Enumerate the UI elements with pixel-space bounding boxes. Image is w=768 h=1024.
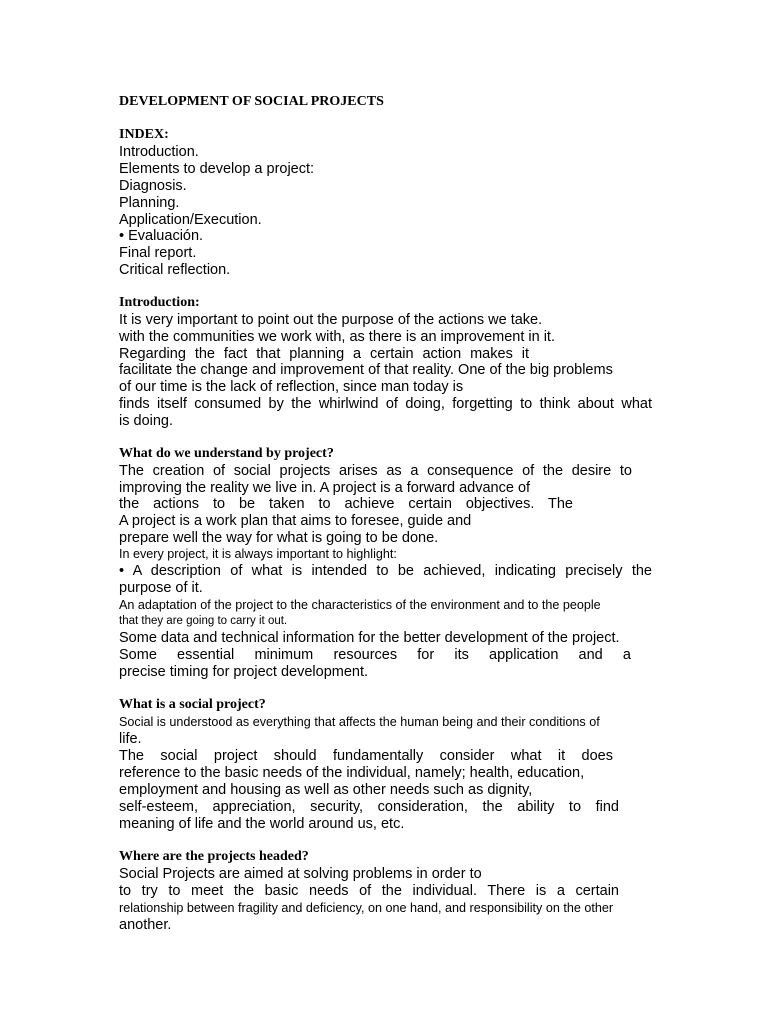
project-heading: What do we understand by project? <box>119 446 334 461</box>
paragraph-line: another. <box>119 917 172 933</box>
paragraph-line: The creation of social projects arises as a consequence of the desire to <box>119 463 632 479</box>
paragraph-line: meaning of life and the world around us, etc. <box>119 816 405 832</box>
paragraph-line: It is very important to point out the purpose of the actions we take. <box>119 312 543 328</box>
paragraph-line: to try to meet the basic needs of the individual. There is a certain <box>119 883 619 899</box>
paragraph-line: self-esteem, appreciation, security, consideration, the ability to find <box>119 799 619 815</box>
paragraph-line: Regarding the fact that planning a certain action makes it <box>119 346 529 362</box>
index-item: Final report. <box>119 245 197 261</box>
headed-heading: Where are the projects headed? <box>119 849 309 864</box>
paragraph-line: Some data and technical information for the better development of the project. <box>119 630 620 646</box>
paragraph-line: prepare well the way for what is going to be done. <box>119 530 439 546</box>
paragraph-line: employment and housing as well as other needs such as dignity, <box>119 782 533 798</box>
index-item: Diagnosis. <box>119 178 187 194</box>
paragraph-line: Social Projects are aimed at solving problems in order to <box>119 866 482 882</box>
index-item: Application/Execution. <box>119 212 262 228</box>
index-item: Introduction. <box>119 144 199 160</box>
index-item: • Evaluación. <box>119 228 204 244</box>
paragraph-line: of our time is the lack of reflection, since man today is <box>119 379 464 395</box>
paragraph-line: An adaptation of the project to the characteristics of the environment and to the people <box>119 598 601 612</box>
paragraph-line: In every project, it is always important to highlight: <box>119 547 397 561</box>
paragraph-line: • A description of what is intended to be achieved, indicating precisely the <box>119 563 652 579</box>
paragraph-line: finds itself consumed by the whirlwind of doing, forgetting to think about what <box>119 396 652 412</box>
paragraph-line: Social is understood as everything that affects the human being and their conditions of <box>119 715 600 729</box>
document-title: DEVELOPMENT OF SOCIAL PROJECTS <box>119 94 384 109</box>
paragraph-line: reference to the basic needs of the individual, namely; health, education, <box>119 765 585 781</box>
paragraph-line: improving the reality we live in. A project is a forward advance of <box>119 480 531 496</box>
paragraph-line: that they are going to carry it out. <box>119 615 288 627</box>
index-item: Elements to develop a project: <box>119 161 315 177</box>
social-project-heading: What is a social project? <box>119 697 266 712</box>
paragraph-line: precise timing for project development. <box>119 664 369 680</box>
paragraph-line: with the communities we work with, as there is an improvement in it. <box>119 329 555 345</box>
paragraph-line: facilitate the change and improvement of that reality. One of the big problems <box>119 362 613 378</box>
paragraph-line: A project is a work plan that aims to foresee, guide and <box>119 513 472 529</box>
index-item: Planning. <box>119 195 180 211</box>
paragraph-line: Some essential minimum resources for its application and a <box>119 647 631 663</box>
paragraph-line: is doing. <box>119 413 174 429</box>
paragraph-line: purpose of it. <box>119 580 203 596</box>
paragraph-line: relationship between fragility and deficiency, on one hand, and responsibility on the other <box>119 901 614 915</box>
index-heading: INDEX: <box>119 127 169 142</box>
index-item: Critical reflection. <box>119 262 231 278</box>
introduction-heading: Introduction: <box>119 295 200 310</box>
paragraph-line: life. <box>119 731 142 747</box>
paragraph-line: The social project should fundamentally consider what it does <box>119 748 613 764</box>
paragraph-line: the actions to be taken to achieve certain objectives. The <box>119 496 573 512</box>
